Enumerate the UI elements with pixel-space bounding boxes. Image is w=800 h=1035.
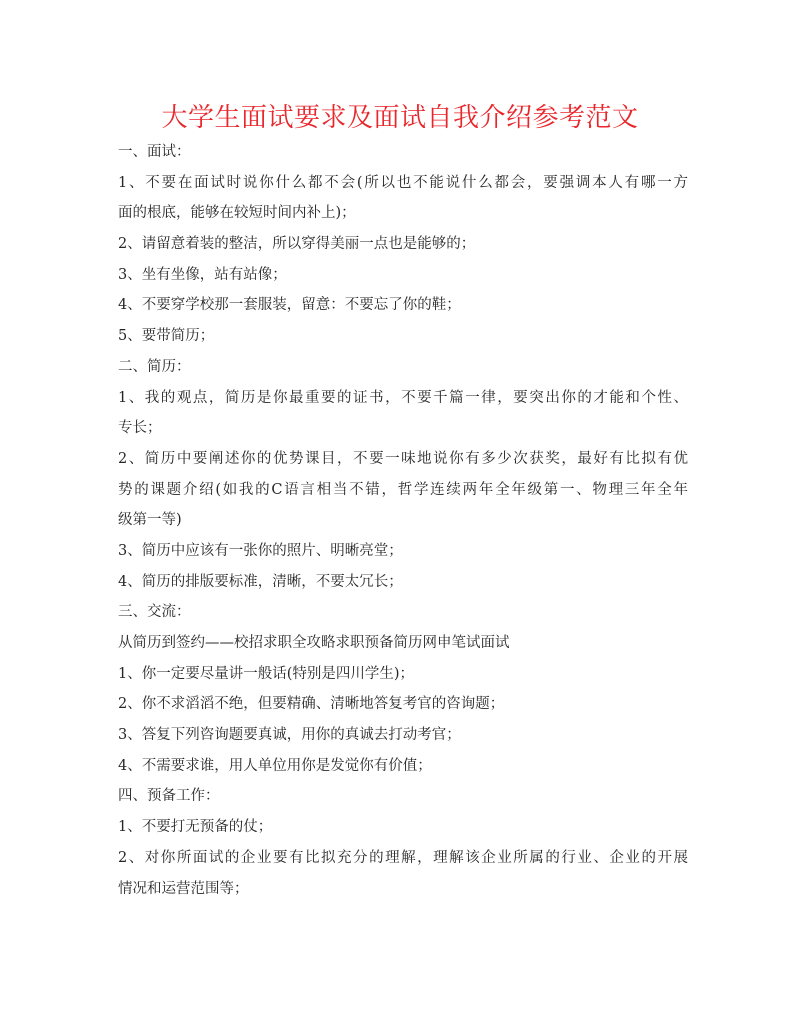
paragraph-line: 2、请留意着装的整洁，所以穿得美丽一点也是能够的； — [118, 236, 476, 253]
paragraph — [118, 290, 688, 321]
paragraph-line: 四、预备工作： — [118, 788, 220, 805]
paragraph-line: 3、答复下列咨询题要真诚，用你的真诚去打动考官； — [118, 727, 461, 744]
paragraph-line: 1、我的观点，简历是你最重要的证书，不要千篇一律，要突出你的才能和个性、 — [118, 389, 688, 406]
paragraph — [118, 628, 688, 659]
paragraph-line: 1、不要在面试时说你什么都不会(所以也不能说什么都会，要强调本人有哪一方 — [118, 174, 688, 191]
paragraph — [118, 321, 688, 352]
paragraph-line: 势的课题介绍(如我的C语言相当不错，哲学连续两年全年级第一、物理三年全年 — [118, 481, 688, 498]
paragraph-line: 2、对你所面试的企业要有比拟充分的理解，理解该企业所属的行业、企业的开展 — [118, 849, 688, 866]
paragraph-line: 3、简历中应该有一张你的照片、明晰亮堂； — [118, 542, 403, 559]
paragraph — [118, 843, 688, 904]
paragraph-line: 专长； — [118, 420, 162, 437]
paragraph — [118, 751, 688, 782]
paragraph-line: 4、简历的排版要标准，清晰，不要太冗长； — [118, 573, 403, 590]
document-body — [118, 137, 688, 904]
paragraph-line: 三、交流： — [118, 604, 191, 621]
paragraph-line: 4、不要穿学校那一套服装，留意：不要忘了你的鞋； — [118, 297, 461, 314]
paragraph-line: 4、不需要求谁，用人单位用你是发觉你有价值； — [118, 757, 432, 774]
paragraph — [118, 352, 688, 383]
paragraph-line: 级第一等) — [118, 512, 182, 529]
paragraph-line: 情况和运营范围等； — [118, 880, 249, 897]
paragraph — [118, 229, 688, 260]
paragraph — [118, 444, 688, 536]
paragraph — [118, 383, 688, 444]
paragraph-line: 2、你不求滔滔不绝，但要精确、清晰地答复考官的咨询题； — [118, 696, 505, 713]
paragraph — [118, 536, 688, 567]
paragraph-line: 5、要带简历； — [118, 328, 215, 345]
paragraph-line: 3、坐有坐像，站有站像； — [118, 266, 287, 283]
paragraph-line: 2、简历中要阐述你的优势课目，不要一味地说你有多少次获奖，最好有比拟有优 — [118, 450, 688, 467]
paragraph-line: 1、你一定要尽量讲一般话(特别是四川学生)； — [118, 665, 415, 682]
paragraph — [118, 689, 688, 720]
paragraph — [118, 260, 688, 291]
paragraph — [118, 659, 688, 690]
paragraph-line: 面的根底，能够在较短时间内补上)； — [118, 205, 356, 222]
paragraph — [118, 812, 688, 843]
paragraph-line: 从简历到签约——校招求职全攻略求职预备简历网申笔试面试 — [118, 635, 510, 651]
paragraph-line: 1、不要打无预备的仗； — [118, 819, 273, 836]
paragraph-line: 一、面试： — [118, 144, 191, 160]
paragraph — [118, 597, 688, 628]
paragraph — [118, 781, 688, 812]
document-title: 大学生面试要求及面试自我介绍参考范文 — [161, 103, 639, 133]
paragraph — [118, 567, 688, 598]
paragraph — [118, 137, 688, 168]
paragraph — [118, 168, 688, 229]
paragraph — [118, 720, 688, 751]
paragraph-line: 二、简历： — [118, 358, 191, 375]
